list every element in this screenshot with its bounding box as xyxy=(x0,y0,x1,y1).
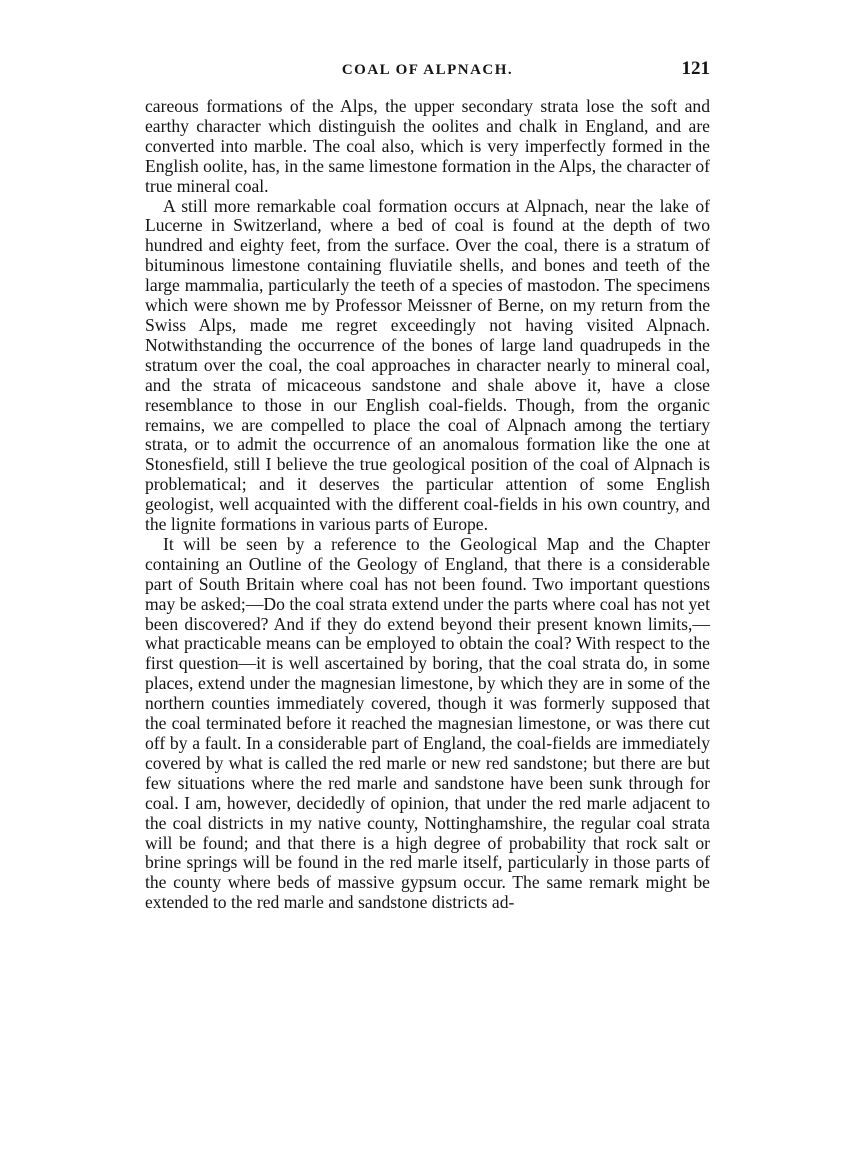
paragraph-alpnach-coal: A still more remarkable coal formation occurs at Alpnach, near the lake of Lucerne in Switzerland, where a bed of coal is found at the depth of two hundred and eighty feet, from the surface. Over the coal, there is a stratum of bituminous limestone containing fluviatile shells, and bones and teeth of the large mammalia, particularly the teeth of a species of mastodon. The specimens which were shown me by Professor Meissner of Berne, on my return from the Swiss Alps, made me regret exceedingly not having visited Alpnach. Notwithstanding the occurrence of the bones of large land quadrupeds in the stratum over the coal, the coal approaches in character nearly to mineral coal, and the strata of micaceous sandstone and shale above it, have a close resemblance to those in our English coal-fields. Though, from the organic remains, we are compelled to place the coal of Alpnach among the tertiary strata, or to admit the occurrence of an anomalous formation like the one at Stonesfield, still I believe the true geological position of the coal of Alpnach is problematical; and it deserves the particular attention of some English geologist, well acquainted with the different coal-fields in his own country, and the lignite formations in various parts of Europe. xyxy=(145,195,710,535)
page-number: 121 xyxy=(681,58,710,79)
running-head xyxy=(145,58,710,84)
paragraph-coal-strata-extent: It will be seen by a reference to the Geological Map and the Chapter containing an Outline of the Geology of England, that there is a considerable part of South Britain where coal has not been found. Two important questions may be asked;—Do the coal strata extend under the parts where coal has not yet been discovered? And if they do extend beyond their present known limits,—what practicable means can be employed to obtain the coal? With respect to the first question—it is well ascertained by boring, that the coal strata do, in some places, extend under the magnesian limestone, by which they are in some of the northern counties immediately covered, though it was formerly supposed that the coal terminated before it reached the magnesian limestone, or was there cut off by a fault. In a considerable part of England, the coal-fields are immediately covered by what is called the red marle or new red sandstone; but there are but few situations where the red marle and sandstone have been sunk through for coal. I am, however, decidedly of opinion, that under the red marle adjacent to the coal districts in my native county, Nottinghamshire, the regular coal strata will be found; and that there is a high degree of probability that rock salt or brine springs will be found in the red marle itself, particularly in those parts of the county where beds of massive gypsum occur. The same remark might be extended to the red marle and sandstone districts ad- xyxy=(145,533,710,913)
paragraph-continued: careous formations of the Alps, the upper secondary strata lose the soft and earthy character which distinguish the oolites and chalk in England, and are converted into marble. The coal also, which is very imperfectly formed in the English oolite, has, in the same limestone formation in the Alps, the character of true mineral coal. xyxy=(145,96,710,196)
running-title: COAL OF ALPNACH. xyxy=(341,62,514,78)
body-text xyxy=(145,97,710,913)
